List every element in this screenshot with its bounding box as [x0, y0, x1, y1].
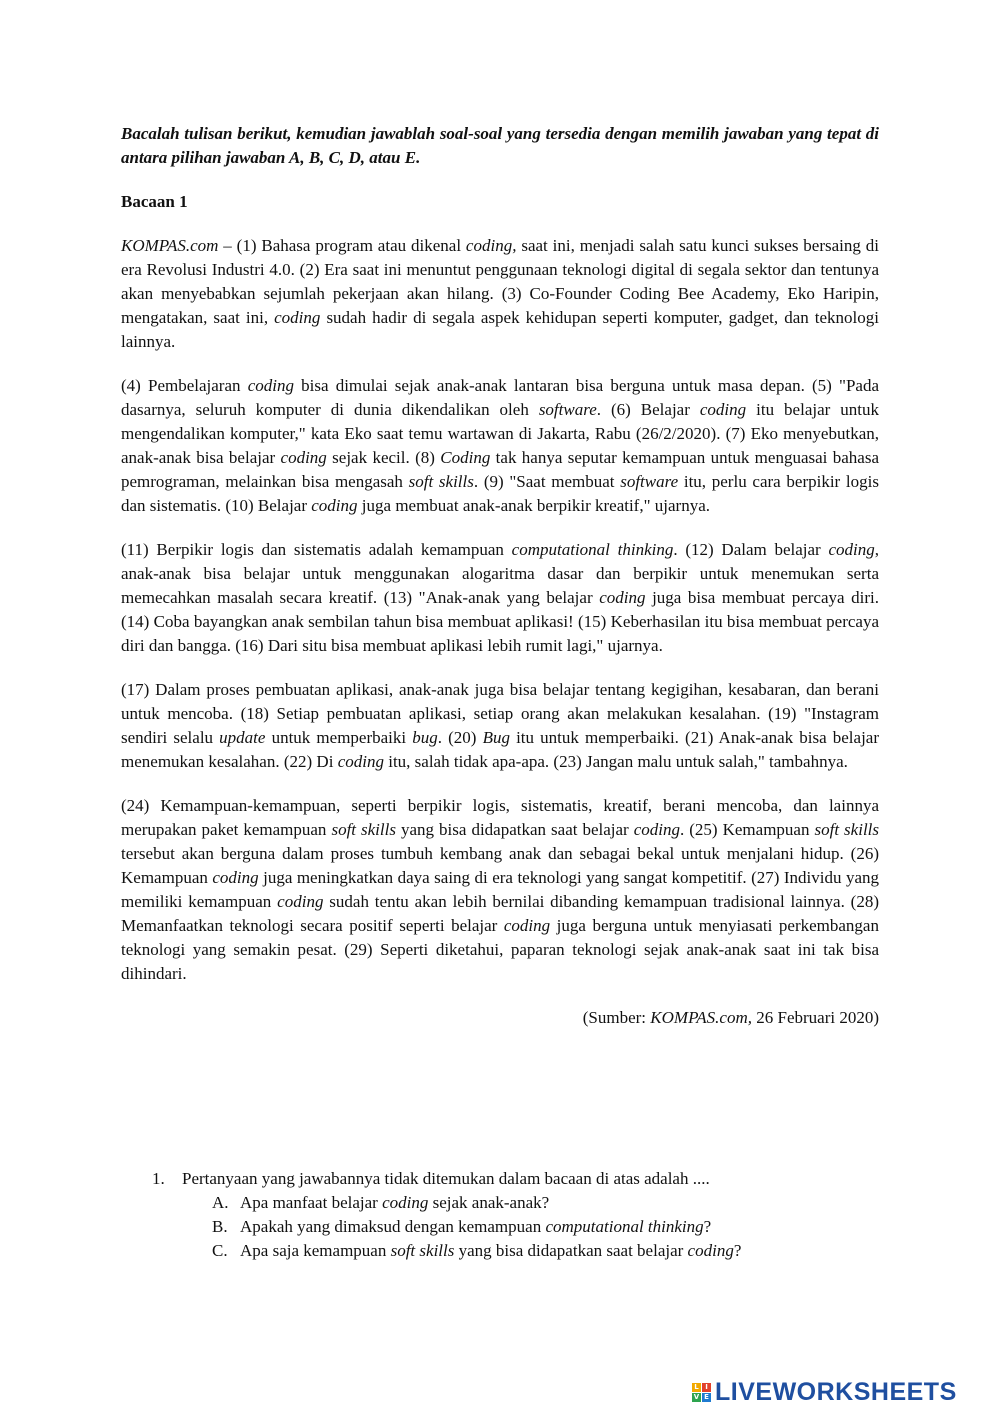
text-run: . (25) Kemampuan: [680, 820, 815, 839]
text-run: sudah tentu akan lebih bernilai dibanding kemampuan tradisional lainnya. (28) Memanfaatkan teknologi secara positif seperti belajar: [121, 892, 880, 935]
italic-term: computational thinking: [511, 540, 674, 559]
italic-term: coding: [212, 868, 259, 887]
worksheet-page: [121, 122, 879, 1030]
italic-term: Coding: [440, 448, 491, 467]
logo-mark-cell: E: [702, 1393, 711, 1402]
question-1: [152, 1167, 892, 1263]
text-run: (24) Kemampuan-kemampuan, seperti berpikir logis, sistematis, kreatif, berani mencoba, dan lainnya merupakan paket kemampuan: [121, 796, 879, 839]
text-run: yang bisa didapatkan saat belajar: [454, 1241, 688, 1260]
text-run: Apa saja kemampuan: [240, 1241, 391, 1260]
text-run: – (1) Bahasa program atau dikenal: [218, 236, 466, 255]
italic-term: coding: [503, 916, 551, 935]
option-letter: B.: [212, 1217, 228, 1236]
text-run: juga bisa membuat percaya diri. (14) Coba bayangkan anak sembilan tahun bisa membuat aplikasi! (15) Keberhasilan itu bisa membuat percaya diri dan bangga. (16) Dari situ bisa membuat aplikasi lebih rumit lagi," ujarnya.: [121, 588, 879, 655]
text-run: (11) Berpikir logis dan sistematis adalah kemampuan: [121, 540, 512, 559]
text-run: . (12) Dalam belajar: [673, 540, 829, 559]
text-run: (4) Pembelajaran: [121, 376, 248, 395]
source-prefix: (Sumber:: [582, 1008, 651, 1027]
italic-term: coding: [247, 376, 294, 395]
text-run: . (6) Belajar: [596, 400, 700, 419]
italic-term: coding: [277, 892, 324, 911]
logo-mark-icon: [692, 1383, 711, 1402]
text-run: bisa dimulai sejak anak-anak lantaran bisa berguna untuk masa depan. (5) "Pada dasarnya, seluruh komputer di dunia dikendalikan oleh: [121, 376, 879, 419]
text-run: Apa manfaat belajar: [240, 1193, 383, 1212]
italic-term: computational thinking: [545, 1217, 704, 1236]
italic-term: coding: [280, 448, 327, 467]
text-run: untuk memperbaiki: [265, 728, 413, 747]
italic-term: coding: [382, 1193, 429, 1212]
text-run: sejak anak-anak?: [428, 1193, 550, 1212]
text-run: tak hanya seputar kemampuan untuk menguasai bahasa pemrograman, melainkan bisa mengasah: [121, 448, 879, 491]
italic-term: coding,: [465, 236, 517, 255]
option-letter: C.: [212, 1241, 228, 1260]
italic-term: update: [219, 728, 266, 747]
text-run: ?: [733, 1241, 742, 1260]
paragraph: [121, 374, 879, 518]
italic-term: soft skills: [390, 1241, 455, 1260]
italic-term: coding: [274, 308, 321, 327]
source-site: KOMPAS.com,: [650, 1008, 752, 1027]
text-run: juga meningkatkan daya saing di era teknologi yang sangat kompetitif. (27) Individu yang memiliki kemampuan: [121, 868, 880, 911]
italic-term: soft skills: [331, 820, 396, 839]
logo-text: LIVEWORKSHEETS: [715, 1378, 957, 1406]
logo-mark-cell: I: [702, 1383, 711, 1392]
text-run: , anak-anak bisa belajar untuk menggunakan alogaritma dasar dan berpikir untuk menemukan serta memecahkan masalah secara kreatif. (13) "Anak-anak yang belajar: [121, 540, 879, 607]
paragraph: [121, 678, 879, 774]
reading-passage: [121, 234, 879, 986]
italic-term: coding: [311, 496, 358, 515]
text-run: itu untuk memperbaiki. (21) Anak-anak bisa belajar menemukan kesalahan. (22) Di: [121, 728, 880, 771]
text-run: itu belajar untuk mengendalikan komputer," kata Eko saat temu wartawan di Jakarta, Rabu (26/2/2020). (7) Eko menyebutkan, anak-anak bisa belajar: [121, 400, 879, 467]
option-text: [240, 1215, 711, 1239]
italic-term: software: [538, 400, 597, 419]
text-run: sejak kecil. (8): [326, 448, 441, 467]
text-run: ?: [703, 1217, 712, 1236]
source-citation: [121, 1006, 879, 1030]
option-text: [240, 1191, 549, 1215]
text-run: itu, perlu cara berpikir logis dan sistematis. (10) Belajar: [121, 472, 879, 515]
italic-term: soft skills: [814, 820, 880, 839]
text-run: tersebut akan berguna dalam proses tumbuh kembang anak dan sebagai bekal untuk menjalani hidup. (26) Kemampuan: [121, 844, 879, 887]
paragraph: [121, 794, 879, 986]
italic-term: coding: [828, 540, 875, 559]
italic-term: soft skills: [408, 472, 474, 491]
italic-term: Bug: [482, 728, 510, 747]
italic-term: software: [620, 472, 679, 491]
instruction-text: Bacalah tulisan berikut, kemudian jawablah soal-soal yang tersedia dengan memilih jawaban yang tepat di antara pilihan jawaban A, B, C, D, atau E.: [121, 124, 879, 167]
paragraph: [121, 538, 879, 658]
question-number: 1.: [152, 1169, 165, 1188]
text-run: juga berguna untuk menyiasati perkembangan teknologi yang semakin pesat. (29) Seperti diketahui, paparan teknologi sejak anak-anak saat ini tak bisa dihindari.: [121, 916, 879, 983]
text-run: sudah hadir di segala aspek kehidupan seperti komputer, gadget, dan teknologi lainnya.: [121, 308, 879, 351]
logo-mark-cell: V: [693, 1393, 700, 1401]
option-letter: A.: [212, 1193, 229, 1212]
text-run: . (20): [437, 728, 483, 747]
text-run: saat ini, menjadi salah satu kunci sukses bersaing di era Revolusi Industri 4.0. (2) Era saat ini menuntut penggunaan teknologi digital di segala sektor dan tentunya akan menyebabkan sejumlah pekerjaan akan hilang. (3) Co-Founder Coding Bee Academy, Eko Haripin, mengatakan, saat ini,: [121, 236, 879, 327]
italic-term: coding: [633, 820, 681, 839]
logo-mark-cell: L: [692, 1383, 701, 1392]
text-run: juga membuat anak-anak berpikir kreatif," ujarnya.: [357, 496, 711, 515]
answer-option-c[interactable]: [152, 1239, 892, 1263]
option-text: [240, 1239, 741, 1263]
italic-term: coding: [337, 752, 384, 771]
italic-term: coding: [599, 588, 646, 607]
answer-option-a[interactable]: [152, 1191, 892, 1215]
text-run: yang bisa didapatkan saat belajar: [395, 820, 634, 839]
italic-term: coding: [687, 1241, 734, 1260]
italic-term: coding: [699, 400, 747, 419]
question-text: Pertanyaan yang jawabannya tidak ditemukan dalam bacaan di atas adalah ....: [182, 1169, 710, 1188]
text-run: (17) Dalam proses pembuatan aplikasi, anak-anak juga bisa belajar tentang kegigihan, kesabaran, dan berani untuk mencoba. (18) Setiap pembuatan aplikasi, setiap orang akan melakukan kesalahan. (19) "Instagram sendiri selalu: [121, 680, 879, 747]
text-run: itu, salah tidak apa-apa. (23) Jangan malu untuk salah," tambahnya.: [383, 752, 848, 771]
answer-option-b[interactable]: [152, 1215, 892, 1239]
source-suffix: 26 Februari 2020): [751, 1008, 879, 1027]
paragraph: [121, 234, 879, 354]
text-run: . (9) "Saat membuat: [473, 472, 621, 491]
reading-title: Bacaan 1: [121, 192, 188, 211]
italic-term: KOMPAS.com: [121, 236, 219, 255]
italic-term: bug: [412, 728, 438, 747]
liveworksheets-logo: [692, 1378, 957, 1407]
text-run: Apakah yang dimaksud dengan kemampuan: [240, 1217, 546, 1236]
